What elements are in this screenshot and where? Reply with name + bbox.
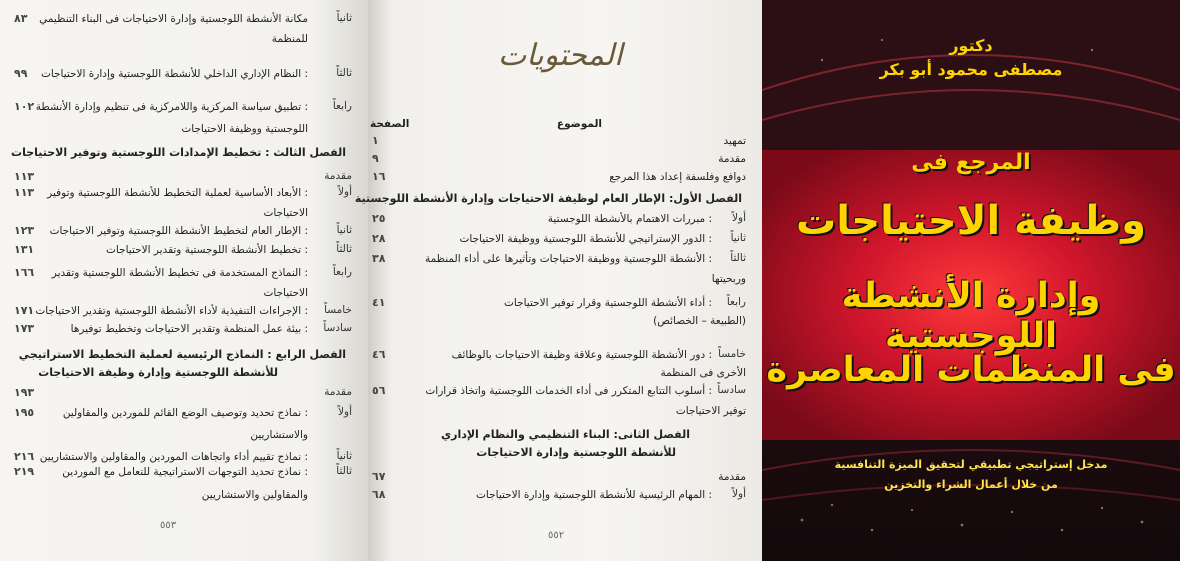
toc-entry [0,243,368,258]
chapter-heading-cont: للأنشطة اللوجستية وإدارة الاحتياجات [476,446,676,459]
toc-entry [368,232,762,247]
chapter-heading: الفصل الرابع : النماذج الرئيسية لعملية التخطيط الاستراتيجي [18,348,346,361]
author-title: دكتور [949,36,993,55]
toc-entry-page: ٩ [372,152,379,165]
toc-entry-page: ١٧١ [14,304,35,317]
toc-entry-label: رابعاً [726,296,746,308]
toc-entry-label: خامساً [718,348,746,360]
toc-entry-page: ٢٥ [372,212,386,225]
toc-entry-label: ثانياً [336,450,352,462]
toc-entry-label: ثانياً [336,224,352,236]
toc-entry [368,212,762,227]
toc-entry-text: : تطبيق سياسة المركزية واللامركزية فى تنظيم وإدارة الأنشطة [35,101,308,113]
toc-entry-text: : الإطار العام لتخطيط الأنشطة اللوجستية وتوفير الاحتياجات [49,225,308,237]
toc-entry-label: أولاً [338,406,352,418]
toc-entry-text: : مبررات الاهتمام بالأنشطة اللوجستية [547,213,712,225]
toc-entry-page: ٤٦ [372,348,386,361]
toc-entry [0,67,368,82]
toc-entry [368,488,762,503]
toc-entry [0,12,368,27]
toc-entry-text: : أداء الأنشطة اللوجستية وقرار توفير الاحتياجات [504,297,712,309]
toc-entry-label: مقدمة [324,386,352,398]
toc-entry [368,170,762,185]
toc-entry-page: ٣٨ [372,252,386,265]
toc-entry [0,304,368,319]
chapter-heading: الفصل الثالث : تخطيط الإمدادات اللوجستية وتوفير الاحتياجات [11,146,346,159]
toc-entry-text: : النماذج المستخدمة فى تخطيط الأنشطة اللوجستية وتقدير [51,267,308,279]
toc-entry-page: ١٧٣ [14,322,35,335]
toc-entry-text: مكانة الأنشطة اللوجستية وإدارة الاحتياجات فى البناء التنظيمي [39,13,308,25]
toc-entry-label: أولاً [732,488,746,500]
page-number: ٥٥٣ [160,520,177,531]
toc-entry [0,206,368,221]
toc-entry-text: : تخطيط الأنشطة اللوجستية وتقدير الاحتياجات [106,244,308,256]
toc-entry-text: الاحتياجات [263,207,308,219]
toc-entry-page: ٤١ [372,296,386,309]
toc-entry [368,252,762,267]
toc-entry-page: ١ [372,134,379,147]
toc-entry-label: ثانياً [336,12,352,24]
toc-entry-label: رابعاً [332,100,352,112]
toc-entry-page: ١٢٣ [14,224,35,237]
toc-entry-label: خامساً [324,304,352,316]
toc-entry [0,488,368,503]
toc-entry-text: الأخرى فى المنظمة [660,367,746,379]
toc-entry-label: مقدمة [324,170,352,182]
book-cover [762,0,1180,561]
toc-entry [0,100,368,115]
toc-entry-text: والاستشاريين [250,429,308,441]
toc-entry-text: : المهام الرئيسية للأنشطة اللوجستية وإدارة الاحتياجات [476,489,712,501]
toc-entry-label: أولاً [338,186,352,198]
pre-title: المرجع فى [911,150,1031,175]
toc-entry-page: ١٣١ [14,243,35,256]
toc-entry-text: : أسلوب التتابع المتكرر فى أداء الخدمات اللوجستية واتخاذ قرارات [425,385,712,397]
toc-entry [0,186,368,201]
chapter-heading: الفصل الثانى: البناء التنظيمي والنظام الإداري [441,428,690,441]
book-title-line2: وإدارة الأنشطة اللوجستية [841,276,1101,356]
toc-entry [0,428,368,443]
toc-entry-text: اللوجستية ووظيفة الاحتياجات [181,123,308,135]
toc-entry [368,296,762,311]
toc-entry-page: ١٦٦ [14,266,35,279]
toc-entry-text: توفير الاحتياجات [675,405,746,417]
toc-entry-label: أولاً [732,212,746,224]
toc-entry-page: ١٩٥ [14,406,35,419]
toc-entry-page: ٥٦ [372,384,386,397]
toc-entry [0,286,368,301]
toc-entry [0,406,368,421]
toc-entry [368,470,762,485]
toc-entry-text: : الأبعاد الأساسية لعملية التخطيط للأنشطة اللوجستية وتوفير [47,187,308,199]
toc-entry-text: : النظام الإداري الداخلي للأنشطة اللوجستية وإدارة الاحتياجات [40,68,308,80]
toc-entry-text: : نماذج تقييم أداء واتجاهات الموردين والمقاولين والاستشاريين [39,451,308,463]
toc-entry-page: ٢١٦ [14,450,35,463]
toc-entry [0,465,368,480]
toc-entry-label: ثالثاً [336,67,352,79]
toc-entry-page: ١٩٣ [14,386,35,399]
book-title-line1: وظيفة الاحتياجات [796,198,1146,244]
toc-entry-text: مقدمة [718,153,746,165]
book-title-line3: فى المنظمات المعاصرة [766,350,1176,390]
toc-entry-text: الاحتياجات [263,287,308,299]
toc-entry-text: وربحيتها [711,273,746,285]
toc-entry-text: مقدمة [718,471,746,483]
page-number: ٥٥٢ [548,530,565,541]
toc-entry-page: ١٦ [372,170,386,183]
toc-entry-text: : دور الأنشطة اللوجستية وعلاقة وظيفة الاحتياجات بالوظائف [451,349,712,361]
toc-entry [368,348,762,363]
toc-entry-text: : بيئة عمل المنظمة وتقدير الاحتياجات وتخطيط توفيرها [70,323,308,335]
toc-entry [0,450,368,465]
toc-entry-page: ٢٨ [372,232,386,245]
toc-entry-text: : نماذج تحديد التوجهات الاستراتيجية للتعامل مع الموردين [62,466,308,478]
toc-entry [368,384,762,399]
toc-entry-text: : الأنشطة اللوجستية ووظيفة الاحتياجات وتأثيرها على أداء المنظمة [424,253,712,265]
toc-entry [368,314,762,329]
toc-entry [0,322,368,337]
toc-entry [0,266,368,281]
toc-entry-text: : الدور الإستراتيجي للأنشطة اللوجستية ووظيفة الاحتياجات [459,233,712,245]
subtitle-line2: من خلال أعمال الشراء والتخزين [884,478,1058,491]
toc-entry [368,152,762,167]
toc-entry-text: : نماذج تحديد وتوصيف الوضع القائم للموردين والمقاولين [62,407,308,419]
toc-entry-label: ثالثاً [336,243,352,255]
toc-entry-label: ثالثاً [730,252,746,264]
chapter-heading-cont: للأنشطة اللوجستية وإدارة وظيفة الاحتياجات [38,366,278,379]
toc-entry-page: ٢١٩ [14,465,35,478]
toc-entry-text: والمقاولين والاستشاريين [201,489,308,501]
toc-entry-label: سادساً [323,322,352,334]
toc-entry-page: ٦٨ [372,488,386,501]
toc-entry-text: : الإجراءات التنفيذية لأداء الأنشطة اللوجستية وتقدير الاحتياجات [35,305,308,317]
toc-entry-page: ٩٩ [14,67,28,80]
toc-entry [0,122,368,137]
toc-entry [368,272,762,287]
toc-entry [0,386,368,401]
toc-entry-text: (الطبيعة – الخصائص) [653,315,746,327]
toc-entry-label: ثالثاً [336,465,352,477]
toc-page-middle [354,0,762,561]
toc-page-left [0,0,368,561]
toc-entry [0,32,368,47]
toc-entry-page: ١١٣ [14,170,35,183]
toc-entry-label: رابعاً [332,266,352,278]
toc-entry [368,404,762,419]
toc-entry-text: تمهيد [723,135,746,147]
column-header-topic: الموضوع [556,118,602,130]
toc-entry-label: سادساً [717,384,746,396]
toc-entry [368,134,762,149]
chapter-heading: الفصل الأول: الإطار العام لوظيفة الاحتياجات وإدارة الأنشطة اللوجستية [354,192,742,205]
toc-entry-text: للمنظمة [271,33,308,45]
toc-entry-label: ثانياً [730,232,746,244]
toc-entry [368,366,762,381]
toc-entry-page: ١١٣ [14,186,35,199]
toc-entry [0,170,368,185]
subtitle-line1: مدخل إستراتيجي تطبيقي لتحقيق الميزة التنافسية [834,458,1108,471]
toc-entry-page: ١٠٢ [14,100,35,113]
author-name: مصطفى محمود أبو بكر [879,60,1063,79]
column-header-page: الصفحة [370,118,410,130]
contents-title: المحتويات [498,38,623,73]
toc-entry [0,224,368,239]
toc-entry-page: ٦٧ [372,470,386,483]
toc-entry-text: دوافع وفلسفة إعداد هذا المرجع [609,171,746,183]
toc-entry-page: ٨٣ [14,12,28,25]
